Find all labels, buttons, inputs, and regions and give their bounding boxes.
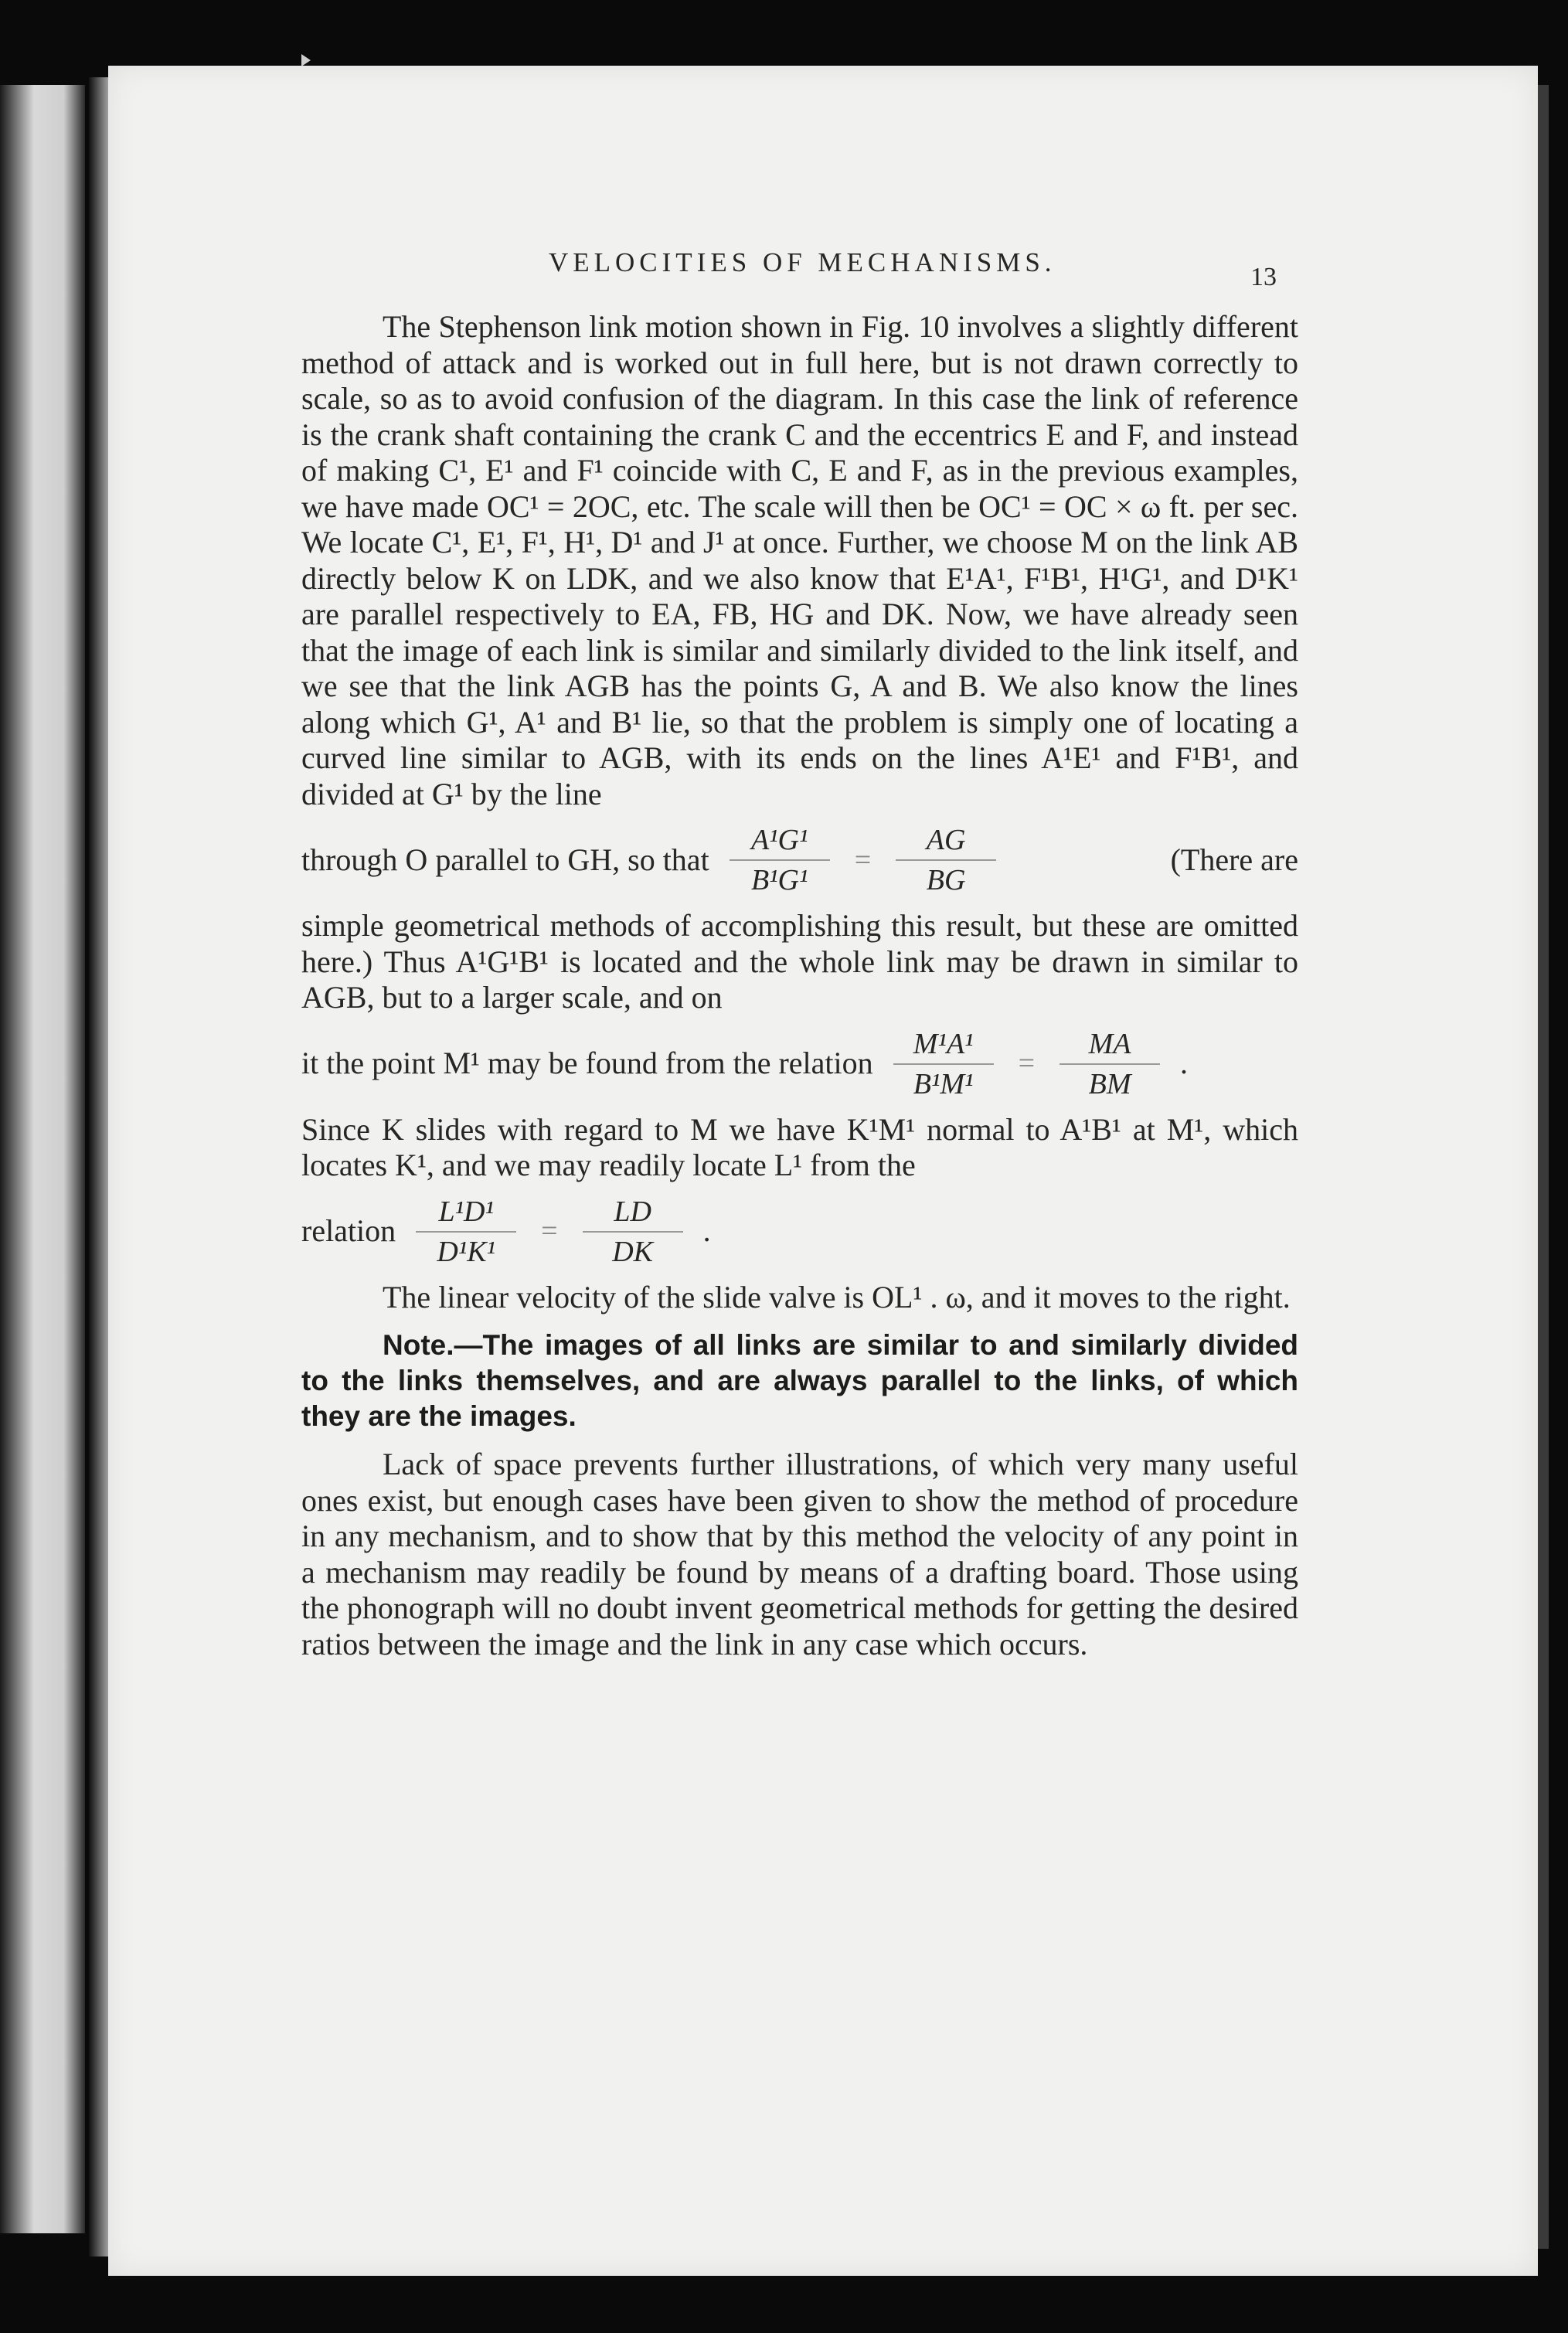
denominator: BM [1088,1067,1131,1100]
equation-ma-bm [301,1021,1298,1107]
fraction-bar [1060,1063,1160,1065]
numerator: A¹G¹ [750,824,808,856]
numerator: MA [1088,1027,1131,1060]
fraction-right [896,823,996,897]
fraction-right [583,1195,683,1269]
equals-sign: = [1018,1047,1036,1080]
equation-ag-bg [301,817,1298,903]
equation-prefix: relation [301,1213,396,1249]
denominator: BG [926,864,966,896]
fraction-bar [896,859,996,861]
paragraph-stephenson-link: The Stephenson link motion shown in Fig. 10 involves a slightly different method of attack and is worked out in full here, but is not drawn correctly to scale, so as to avoid confusion of the diagram. In this case the link of reference is the crank shaft containing the crank C and the eccentrics E and F, and instead of making C¹, E¹ and F¹ coincide with C, E and F, as in the previous examples, we have made OC¹ = 2OC, etc. The scale will then be OC¹ = OC × ω ft. per sec. We locate C¹, E¹, F¹, H¹, D¹ and J¹ at once. Further, we choose M on the link AB directly below K on LDK, and we also know that E¹A¹, F¹B¹, H¹G¹, and D¹K¹ are parallel respectively to EA, FB, HG and DK. Now, we have already seen that the image of each link is similar and similarly divided to the link itself, and we see that the link AGB has the points G, A and B. We also know the lines along which G¹, A¹ and B¹ lie, so that the problem is simply one of locating a curved line similar to AGB, with its ends on the lines A¹E¹ and F¹B¹, and divided at G¹ by the line [301,309,1298,811]
equation-suffix: . [702,1213,711,1249]
page-body [301,309,1298,1662]
fraction-right [1060,1027,1160,1101]
equals-sign: = [854,843,872,876]
paragraph-geometric-methods: simple geometrical methods of accomplishing this result, but these are omitted here.) Thus A¹G¹B¹ is located and the whole link may be drawn in similar to AGB, but to a larger scale, and on [301,908,1298,1015]
numerator: M¹A¹ [913,1027,974,1060]
denominator: DK [612,1235,653,1268]
fraction-bar [416,1231,516,1233]
page-number: 13 [1250,263,1277,291]
paragraph-k-slides: Since K slides with regard to M we have K¹M¹ normal to A¹B¹ at M¹, which locates K¹, and we may readily locate L¹ from the [301,1111,1298,1182]
page-right-edge [1538,85,1549,2249]
numerator: LD [614,1195,651,1228]
paragraph-slide-valve: The linear velocity of the slide valve is OL¹ . ω, and it moves to the right. [383,1279,1291,1314]
fraction-left [893,1027,994,1101]
numerator: L¹D¹ [438,1195,494,1228]
equation-suffix: . [1180,1046,1189,1081]
equation-ld-dk [301,1189,1298,1275]
denominator: B¹M¹ [913,1067,974,1100]
equation-prefix: through O parallel to GH, so that [301,842,709,877]
scan-marker-icon [301,54,311,66]
denominator: D¹K¹ [437,1235,495,1268]
paragraph-conclusion: Lack of space prevents further illustrations, of which very many useful ones exist, but enough cases have been given to show the method of procedure in any mechanism, and to show that by this method the velocity of any point in a mechanism may readily be found by means of a drafting board. Those using the phonograph will no doubt invent geometrical methods for getting the desired ratios between the image and the link in any case which occurs. [301,1447,1298,1661]
equals-sign: = [541,1215,558,1248]
fraction-bar [893,1063,994,1065]
fraction-bar [583,1231,683,1233]
equation-suffix: (There are [1170,842,1298,877]
fraction-bar [730,859,830,861]
running-header: VELOCITIES OF MECHANISMS. [549,247,1056,277]
previous-page-edge [0,85,85,2233]
denominator: B¹G¹ [750,864,808,896]
fraction-left [730,823,830,897]
note-paragraph: Note.—The images of all links are similar to and similarly divided to the links themselves, and are always parallel to the links, of which they are the images. [301,1329,1298,1432]
equation-prefix: it the point M¹ may be found from the relation [301,1046,873,1081]
numerator: AG [926,824,966,856]
fraction-left [416,1195,516,1269]
